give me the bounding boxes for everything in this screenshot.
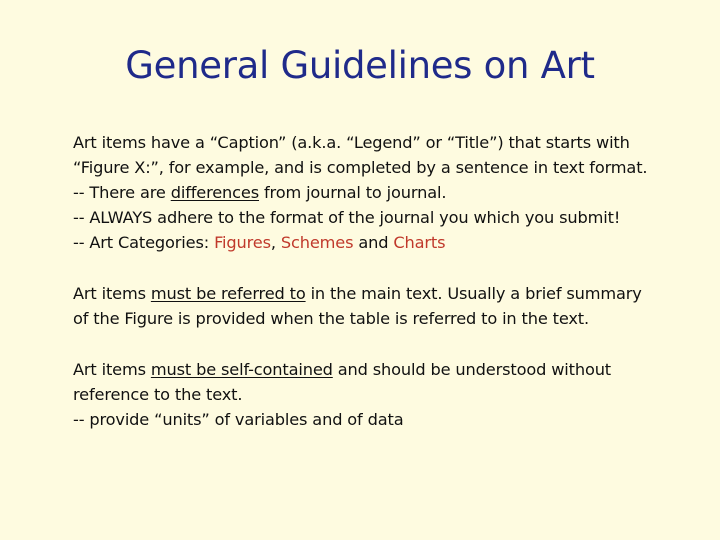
text-segment: and bbox=[353, 233, 394, 252]
text-line bbox=[73, 357, 693, 382]
category-charts: Charts bbox=[393, 233, 446, 252]
text-line: Art items have a “Caption” (a.k.a. “Legend” or “Title”) that starts with bbox=[73, 133, 630, 152]
text-line: reference to the text. bbox=[73, 385, 243, 404]
text-segment: -- There are bbox=[73, 183, 171, 202]
self-contained-guidelines bbox=[73, 357, 693, 432]
spacer bbox=[73, 331, 693, 357]
text-line: “Figure X:”, for example, and is completed by a sentence in text format. bbox=[73, 158, 648, 177]
text-line: of the Figure is provided when the table is referred to in the text. bbox=[73, 309, 589, 328]
text-segment: -- Art Categories: bbox=[73, 233, 215, 252]
reference-guidelines bbox=[73, 281, 693, 331]
text-line bbox=[73, 281, 693, 306]
text-line bbox=[73, 230, 693, 255]
underlined-text: differences bbox=[170, 183, 260, 202]
caption-guidelines bbox=[73, 130, 693, 255]
category-figures: Figures bbox=[214, 233, 271, 252]
text-segment: Art items bbox=[73, 360, 151, 379]
spacer bbox=[73, 255, 693, 281]
text-line: -- provide “units” of variables and of data bbox=[73, 410, 404, 429]
text-segment: from journal to journal. bbox=[259, 183, 447, 202]
underlined-text: must be referred to bbox=[150, 284, 306, 303]
text-segment: in the main text. Usually a brief summary bbox=[305, 284, 642, 303]
category-schemes: Schemes bbox=[280, 233, 354, 252]
underlined-text: must be self-contained bbox=[150, 360, 333, 379]
slide-body bbox=[73, 130, 693, 432]
text-line: -- ALWAYS adhere to the format of the journal you which you submit! bbox=[73, 208, 621, 227]
slide-title: General Guidelines on Art bbox=[125, 44, 595, 87]
text-segment: and should be understood without bbox=[332, 360, 612, 379]
text-segment: , bbox=[270, 233, 281, 252]
text-line bbox=[73, 180, 693, 205]
text-segment: Art items bbox=[73, 284, 151, 303]
